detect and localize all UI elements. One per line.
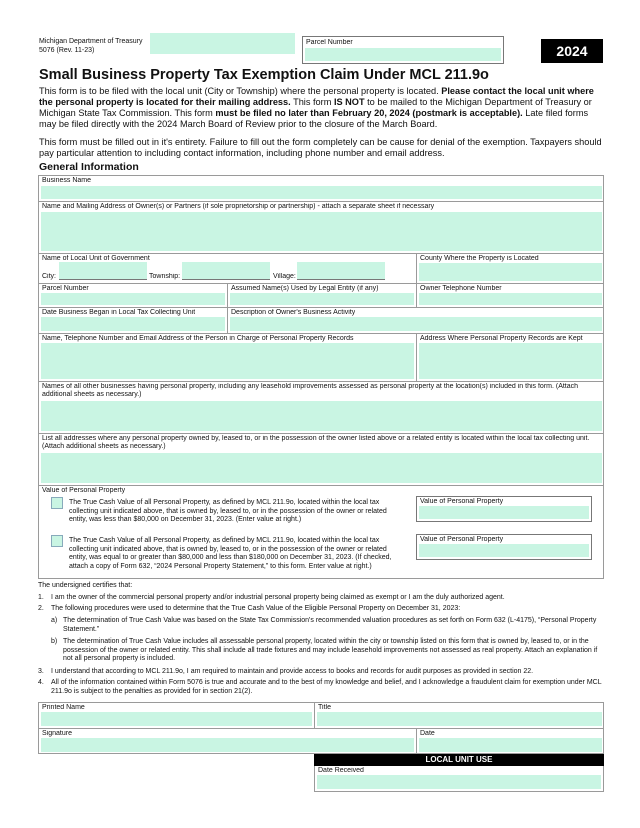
printed-name-cell: [38, 702, 314, 728]
description-cell: [227, 307, 604, 333]
date-received-label: Date Received: [318, 767, 364, 774]
header-parcel-box: [302, 36, 504, 64]
owner-phone-cell: [416, 283, 604, 307]
option1-text: The True Cash Value of all Personal Property, as defined by MCL 211.9o, located within the local tax collecting unit indicated above, that is owned by, leased to, or in the possession of the owner or related entity, was less than $80,000 on December 31, 2023. (Enter value at right.): [69, 499, 387, 523]
intro-paragraph-1: This form is to be filed with the local unit (City or Township) where the personal property is located. Please contact the local unit where the personal property is located for their mailing address. This form IS NOT to be mailed to the Michigan Department of Treasury or Michigan State Tax Commission. This form must be filed no later than February 20, 2024 (postmark is acceptable). Late filed forms may be filed directly with the 2024 March Board of Review prior to the closure of the March Board.: [39, 86, 594, 129]
description-label: Description of Owner's Business Activity: [231, 309, 356, 316]
certify-num-4: 4.: [38, 679, 44, 686]
date-received-input[interactable]: [317, 775, 601, 789]
parcel-input[interactable]: [41, 293, 225, 305]
township-label: Township:: [149, 273, 181, 280]
title-input[interactable]: [317, 712, 602, 726]
option2-value-input[interactable]: [419, 544, 589, 557]
city-label: City:: [42, 273, 56, 280]
signature-label: Signature: [42, 730, 72, 737]
date-began-cell: [38, 307, 227, 333]
other-businesses-label: Names of all other businesses having personal property, including any leasehold improvements assessed as personal property at the location(s) included in this form. (Attach additional sheets as necessary.): [42, 383, 579, 398]
certify-text-2a: The determination of True Cash Value was based on the State Tax Commission's recommended valuation procedures as set forth on Form 632 (L-4175), “Personal Property Statement.”: [63, 617, 597, 633]
assumed-names-cell: [227, 283, 416, 307]
certify-text-4: All of the information contained within Form 5076 is true and accurate and to the best of my knowledge and belief, and I acknowledge a fraudulent claim for exemption under MCL 211.9o is subject to the penalties as provided for in section 21(2).: [51, 679, 602, 695]
other-businesses-cell: [38, 381, 604, 433]
records-address-label: Address Where Personal Property Records are Kept: [420, 335, 583, 342]
owner-phone-label: Owner Telephone Number: [420, 285, 502, 292]
signature-cell: [38, 728, 416, 754]
certify-num-2: 2.: [38, 605, 44, 612]
other-addresses-label: List all addresses where any personal property owned by, leased to, or in the possession of the owner listed above or a related entity is located within the local tax collecting unit. (Attach additional sheets as necessary.): [42, 435, 590, 450]
general-info-grid: [38, 175, 604, 579]
owner-address-input[interactable]: [41, 212, 602, 251]
local-unit-label: Name of Local Unit of Government: [42, 255, 150, 262]
certify-text-2: The following procedures were used to determine that the True Cash Value of the Eligible Personal Property on December 31, 2023:: [51, 605, 461, 612]
agency-name: Michigan Department of Treasury: [39, 38, 143, 45]
date-received-cell: [314, 766, 604, 792]
person-in-charge-input[interactable]: [41, 343, 414, 379]
other-addresses-cell: [38, 433, 604, 485]
parcel-label: Parcel Number: [42, 285, 89, 292]
certify-num-2b: b): [51, 638, 58, 645]
owner-address-cell: [38, 201, 604, 253]
certify-num-3: 3.: [38, 668, 44, 675]
printed-name-input[interactable]: [41, 712, 312, 726]
option1-value-label: Value of Personal Property: [420, 498, 504, 505]
option2-text: The True Cash Value of all Personal Property, as defined by MCL 211.9o, located within the local tax collecting unit indicated above, that is owned by, leased to, or in the possession of the owner or related entity, was equal to or greater than $80,000 and less than $180,000 on December 31, 2023. (If checked, attach a copy of Form 632, “2024 Personal Property Statement,” to this form. Enter value at right.): [69, 537, 392, 570]
certify-text-1: I am the owner of the commercial personal property and/or industrial personal property being claimed as exempt or I am the duly authorized agent.: [51, 594, 505, 601]
local-unit-use-header: LOCAL UNIT USE: [314, 754, 604, 766]
village-input[interactable]: [297, 262, 385, 280]
business-name-cell: [38, 175, 604, 201]
signature-input[interactable]: [41, 738, 414, 752]
header-parcel-input[interactable]: [305, 48, 501, 61]
assumed-names-label: Assumed Name(s) Used by Legal Entity (if any): [231, 285, 379, 292]
person-in-charge-label: Name, Telephone Number and Email Address of the Person in Charge of Personal Property Records: [42, 335, 354, 342]
person-in-charge-cell: [38, 333, 416, 381]
business-name-label: Business Name: [42, 177, 92, 184]
page-title: Small Business Property Tax Exemption Claim Under MCL 211.9o: [39, 67, 489, 83]
option1-checkbox[interactable]: [51, 497, 63, 509]
title-label: Title: [318, 704, 331, 711]
certify-intro: The undersigned certifies that:: [38, 582, 133, 589]
county-cell: [416, 253, 604, 283]
value-section-label: Value of Personal Property: [42, 487, 126, 494]
option2-checkbox[interactable]: [51, 535, 63, 547]
date-began-label: Date Business Began in Local Tax Collecting Unit: [42, 309, 196, 316]
description-input[interactable]: [230, 317, 602, 331]
records-address-cell: [416, 333, 604, 381]
county-label: County Where the Property is Located: [420, 255, 539, 262]
city-input[interactable]: [59, 262, 147, 280]
parcel-cell: [38, 283, 227, 307]
date-input[interactable]: [419, 738, 602, 752]
records-address-input[interactable]: [419, 343, 602, 379]
certify-num-2a: a): [51, 617, 58, 624]
option1-value-input[interactable]: [419, 506, 589, 519]
header-blank-field[interactable]: [150, 33, 295, 54]
other-businesses-input[interactable]: [41, 401, 602, 431]
other-addresses-input[interactable]: [41, 453, 602, 483]
option2-value-label: Value of Personal Property: [420, 536, 504, 543]
value-section-cell: [38, 485, 604, 579]
township-input[interactable]: [182, 262, 270, 280]
title-cell: [314, 702, 604, 728]
assumed-names-input[interactable]: [230, 293, 414, 305]
option1-value-box: [416, 496, 592, 522]
certify-text-3: I understand that according to MCL 211.9o, I am required to maintain and provide access to books and records for audit purposes as provided in section 22.: [51, 668, 534, 675]
date-cell: [416, 728, 604, 754]
form-id: 5076 (Rev. 11-23): [39, 47, 95, 54]
owner-phone-input[interactable]: [419, 293, 602, 305]
section-title: General Information: [39, 161, 139, 173]
certify-text-2b: The determination of True Cash Value includes all assessable personal property, located within the city or township listed on this form that is owned by, leased to, or in the possession of the owner or related entity. This shall include all trade fixtures and may include leasehold improvements not assessed as real property. Attach an explanation if not all personal property is included.: [63, 638, 598, 662]
owner-address-label: Name and Mailing Address of Owner(s) or Partners (if sole proprietorship or partnership) - attach a separate sheet if necessary: [42, 203, 435, 210]
option2-value-box: [416, 534, 592, 560]
signature-grid: [38, 702, 604, 754]
header-parcel-label: Parcel Number: [306, 39, 353, 46]
intro-paragraph-2: This form must be filled out in it's entirety. Failure to fill out the form completely can be cause for denial of the exemption. Taxpayers should pay particular attention to including contact information, including phone number and email address.: [39, 137, 602, 158]
tax-year-badge: 2024: [541, 39, 603, 63]
printed-name-label: Printed Name: [42, 704, 85, 711]
county-input[interactable]: [419, 263, 602, 281]
certify-num-1: 1.: [38, 594, 44, 601]
date-began-input[interactable]: [41, 317, 225, 331]
village-label: Village:: [273, 273, 296, 280]
local-unit-cell: [38, 253, 416, 283]
date-label: Date: [420, 730, 435, 737]
business-name-input[interactable]: [41, 186, 602, 199]
